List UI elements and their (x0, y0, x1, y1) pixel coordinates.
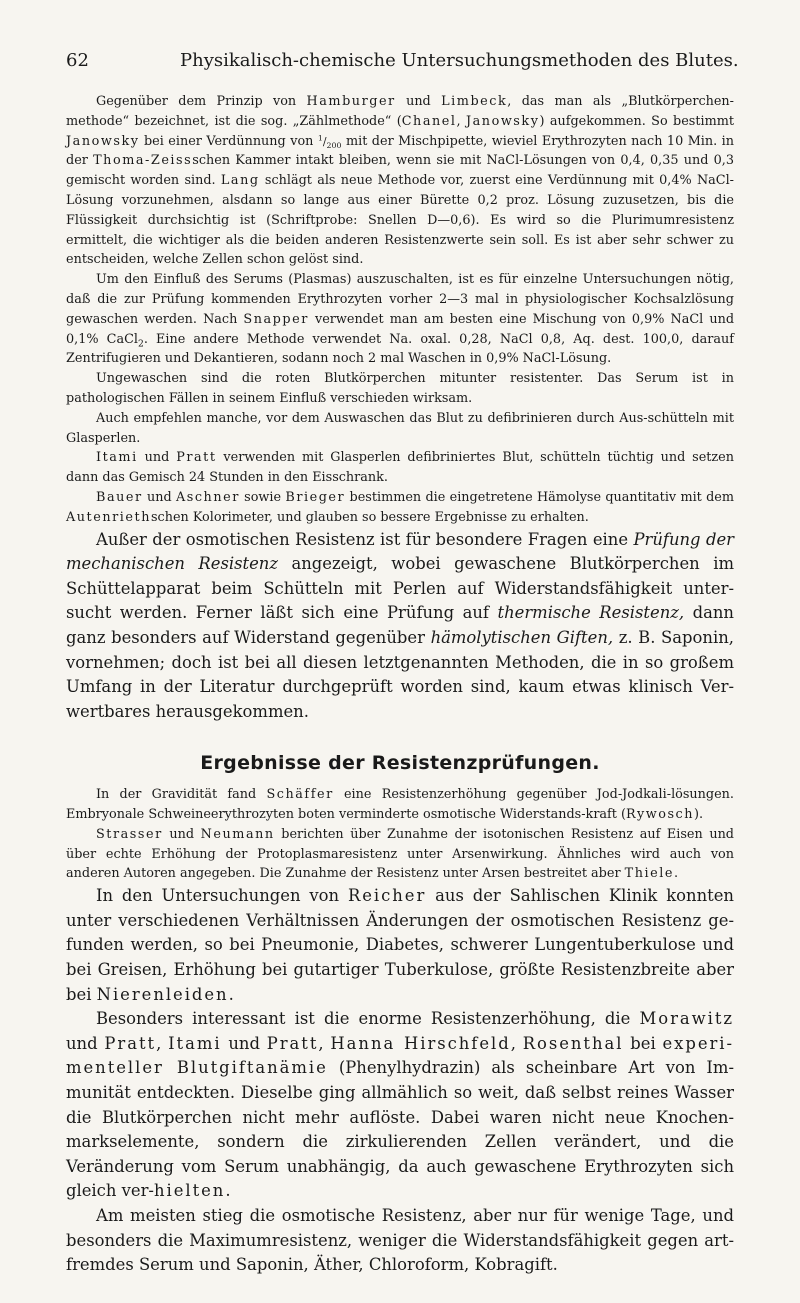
paragraph-zaehlmethode: Gegenüber dem Prinzip von Hamburger und Limbeck, das man als „Blutkörperchen-methode“ bezeichnet, ist die sog. „Zählmethode“ (Chanel, Janowsky) aufgekommen. So bestimmt Janowsky bei einer Verdünnung von $^1/_{200}$ mit der Mischpipette, wieviel Erythrozyten nach 10 Min. in der Thoma-Zeissschen Kammer intakt bleiben, wenn sie mit NaCl-Lösungen von 0,4, 0,35 und 0,3 gemischt worden sind. Lang schlägt als neue Methode vor, zuerst eine Verdünnung mit 0,4% NaCl-Lösung vorzunehmen, alsdann so lange aus einer Bürette 0,2 proz. Lösung zuzusetzen, bis die Flüssigkeit durchsichtig ist (Schriftprobe: Snellen D—0,6). Es wird so die Plurimumresistenz ermittelt, die wichtiger als die beiden anderen Resistenzwerte sein soll. Es ist aber sehr schwer zu entscheiden, welche Zellen schon gelöst sind. (66, 94, 735, 268)
paragraph-mechanische-resistenz: Außer der osmotischen Resistenz ist für besondere Fragen eine Prüfung der mechanischen Resistenz angezeigt, wobei gewaschene Blutkörperchen im Schüttelapparat beim Schütteln mit Perlen auf Widerstandsfähigkeit unter-sucht werden. Ferner läßt sich eine Prüfung auf thermische Resistenz, dann ganz besonders auf Widerstand gegenüber hämolytischen Giften, z. B. Saponin, vornehmen; doch ist bei all diesen letztgenannten Methoden, die in so großem Umfang in der Literatur durchgeprüft worden sind, kaum etwas klinisch Ver-wertbares herausgekommen. (66, 529, 734, 721)
paragraph-graviditaet: In der Gravidität fand Schäffer eine Resistenzerhöhung gegenüber Jod-Jodkali-lösungen. Embryonale Schweineerythrozyten boten verminderte osmotische Widerstands-kraft (Rywosch). (66, 787, 734, 823)
paragraph-serum: Um den Einfluß des Serums (Plasmas) auszuschalten, ist es für einzelne Untersuchungen nötig, daß die zur Prüfung kommenden Erythrozyten vorher 2—3 mal in physiologischer Kochsalzlösung gewaschen werden. Nach Snapper verwendet man am besten eine Mischung von 0,9% NaCl und 0,1% CaCl$_2$. Eine andere Methode verwendet Na. oxal. 0,28, NaCl 0,8, Aq. dest. 100,0, darauf Zentrifugieren und Dekantieren, sodann noch 2 mal Waschen in 0,9% NaCl-Lösung. (66, 272, 735, 367)
page-number: 62 (66, 50, 89, 71)
section-heading: Ergebnisse der Resistenzprüfungen. (200, 752, 600, 775)
paragraph-ungewaschen: Ungewaschen sind die roten Blutkörperchen mitunter resistenter. Das Serum ist in pathologischen Fällen in seinem Einfluß verschieden wirksam. (66, 371, 734, 406)
paragraph-resistenzerhoehung: Besonders interessant ist die enorme Resistenzerhöhung, die Morawitz und Pratt, Itami und Pratt, Hanna Hirschfeld, Rosenthal bei experi-menteller Blutgiftanämie (Phenylhydrazin) als scheinbare Art von Im-munität entdeckten. Dieselbe ging allmählich so weit, daß selbst reines Wasser die Blutkörperchen nicht mehr auflöste. Dabei waren nicht neue Knochen-markselemente, sondern die zirkulierenden Zellen verändert, und die Veränderung vom Serum unabhängig, da auch gewaschene Erythrozyten sich gleich ver-hielten. (66, 1009, 735, 1201)
paragraph-strasser-neumann: Strasser und Neumann berichten über Zunahme der isotonischen Resistenz auf Eisen und über echte Erhöhung der Protoplasmaresistenz unter Arsenwirkung. Ähnliches wird auch von anderen Autoren angegeben. Die Zunahme der Resistenz unter Arsen bestreitet aber Thiele. (66, 826, 735, 882)
paragraph-maximumresistenz: Am meisten stieg die osmotische Resistenz, aber nur für wenige Tage, und besonders die Maximumresistenz, weniger die Widerstandsfähigkeit gegen art-fremdes Serum und Saponin, Äther, Chloroform, Kobragift. (66, 1205, 734, 1275)
paragraph-defibrinieren: Auch empfehlen manche, vor dem Auswaschen das Blut zu defibrinieren durch Aus-schütteln mit Glasperlen. (66, 410, 734, 446)
fraction: $^1/_{200}$ (317, 132, 342, 150)
paragraph-bauer-aschner: Bauer und Aschner sowie Brieger bestimmen die eingetretene Hämolyse quantitativ mit dem Autenriethschen Kolorimeter, und glauben so bessere Ergebnisse zu erhalten. (66, 489, 735, 525)
running-title: Physikalisch-chemische Untersuchungsmethoden des Blutes. (180, 50, 739, 71)
paragraph-reicher: In den Untersuchungen von Reicher aus der Sahlischen Klinik konnten unter verschiedenen Verhältnissen Änderungen der osmotischen Resistenz ge-funden werden, so bei Pneumonie, Diabetes, schwerer Lungentuberkulose und bei Greisen, Erhöhung bei gutartiger Tuberkulose, größte Resistenzbreite aber bei Nierenleiden. (66, 886, 734, 1004)
page-body (66, 92, 734, 1278)
paragraph-itami-pratt: Itami und Pratt verwenden mit Glasperlen defibriniertes Blut, schütteln tüchtig und setzen dann das Gemisch 24 Stunden in den Eisschrank. (66, 450, 734, 486)
